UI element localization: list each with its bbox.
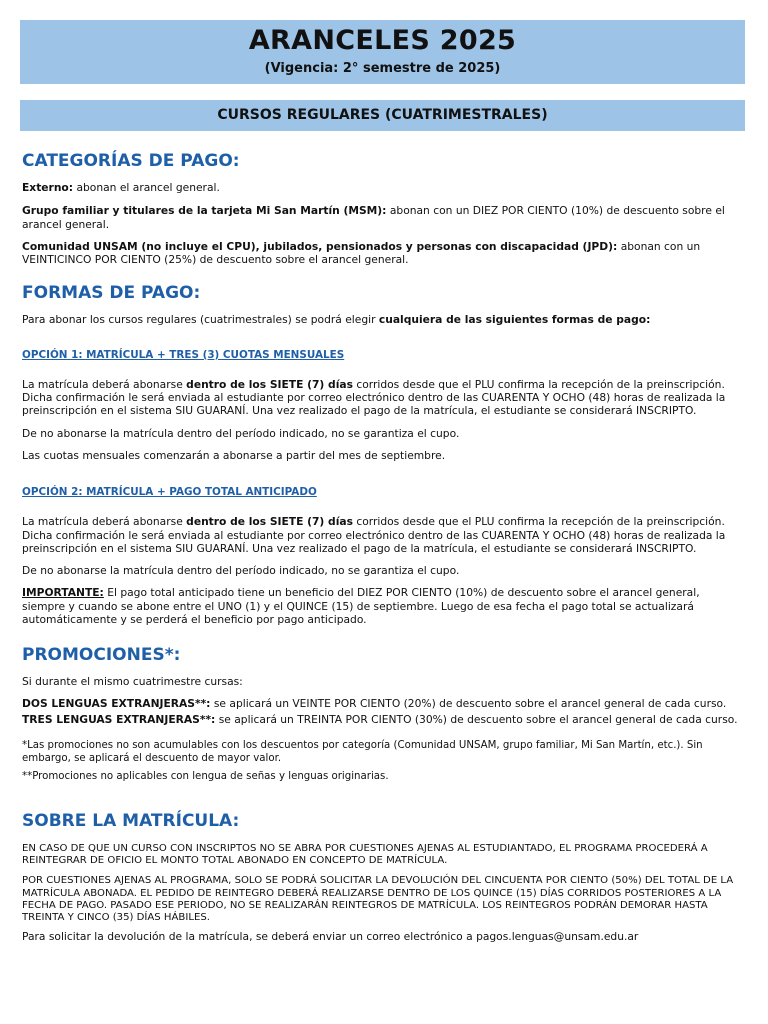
- opcion1-title: OPCIÓN 1: MATRÍCULA + TRES (3) CUOTAS MENSUALES: [22, 348, 345, 361]
- opcion2-p1-bold: dentro de los SIETE (7) días: [186, 515, 353, 529]
- promo-nota-2: **Promociones no aplicables con lengua de señas y lenguas originarias.: [22, 771, 389, 783]
- formas-intro-text: Para abonar los cursos regulares (cuatrimestrales) se podrá elegir: [22, 313, 379, 327]
- title-banner: [20, 20, 745, 84]
- heading-matricula: SOBRE LA MATRÍCULA:: [22, 810, 240, 831]
- categoria-msm-label: Grupo familiar y titulares de la tarjeta Mi San Martín (MSM):: [22, 204, 387, 218]
- opcion1-p2: De no abonarse la matrícula dentro del período indicado, no se garantiza el cupo.: [22, 426, 460, 440]
- categoria-comunidad: [22, 240, 744, 267]
- heading-promociones: PROMOCIONES*:: [22, 645, 181, 666]
- opcion2-p1-b: corridos desde que el PLU confirma la recepción de la preinscripción. Dicha confirmación le será enviada al estudiante por correo electrónico dentro de las CUARENTA Y OCHO (48) horas de realizada la preinscripción en el sistema SIU GUARANÍ. Una vez realizado el pago de la matrícula, el estudiante se considerará INSCRIPTO.: [22, 515, 726, 555]
- opcion2-p1: [22, 515, 744, 555]
- categoria-msm-text: abonan con un DIEZ POR CIENTO (10%) de descuento sobre el arancel general.: [22, 204, 725, 231]
- categoria-externo-text: abonan el arancel general.: [73, 181, 220, 194]
- matricula-p2: POR CUESTIONES AJENAS AL PROGRAMA, SOLO SE PODRÁ SOLICITAR LA DEVOLUCIÓN DEL CINCUENTA POR CIENTO (50%) DEL TOTAL DE LA MATRÍCULA ABONADA. EL PEDIDO DE REINTEGRO DEBERÁ REALIZARSE DENTRO DE LOS QUINCE (15) DÍAS CORRIDOS POSTERIORES A LA FECHA DE PAGO. PASADO ESE PERIODO, NO SE REALIZARÁN REINTEGROS DE MATRÍCULA. LOS REINTEGROS PODRÁN DEMORAR HASTA TREINTA Y CINCO (35) DÍAS HÁBILES.: [22, 875, 734, 924]
- opcion1-p1-bold: dentro de los SIETE (7) días: [186, 377, 353, 391]
- opcion2-p1-a: La matrícula deberá abonarse: [22, 515, 187, 529]
- importante-text: El pago total anticipado tiene un beneficio del DIEZ POR CIENTO (10%) de descuento sobre el arancel general, siempre y cuando se abone entre el UNO (1) y el QUINCE (15) de septiembre. Luego de esa fecha el pago total se actualizará automáticamente y se perderá el beneficio por pago anticipado.: [22, 586, 700, 627]
- formas-intro: [22, 313, 744, 326]
- opcion1-p1-b: corridos desde que el PLU confirma la recepción de la preinscripción. Dicha confirmación le será enviada al estudiante por correo electrónico dentro de las CUARENTA Y OCHO (48) horas de realizada la preinscripción en el sistema SIU GUARANÍ. Una vez realizado el pago de la matrícula, el estudiante se considerará INSCRIPTO.: [22, 377, 726, 418]
- opcion1-p3: Las cuotas mensuales comenzarán a abonarse a partir del mes de septiembre.: [22, 448, 446, 462]
- promo-dos-lenguas: [22, 697, 744, 710]
- opcion2-p2: De no abonarse la matrícula dentro del período indicado, no se garantiza el cupo.: [22, 564, 460, 578]
- importante-label: IMPORTANTE:: [22, 586, 104, 600]
- promo-nota-1: *Las promociones no son acumulables con los descuentos por categoría (Comunidad UNSAM, grupo familiar, Mi San Martín, etc.). Sin embargo, se aplicará el descuento de mayor valor.: [22, 740, 703, 764]
- opcion1-p1-a: La matrícula deberá abonarse: [22, 377, 187, 391]
- section-banner: CURSOS REGULARES (CUATRIMESTRALES): [20, 100, 745, 131]
- page-subtitle: (Vigencia: 2° semestre de 2025): [264, 61, 501, 76]
- promo-tres-text: se aplicará un TREINTA POR CIENTO (30%) de descuento sobre el arancel general de cada curso.: [215, 712, 738, 726]
- promociones-intro: Si durante el mismo cuatrimestre cursas:: [22, 675, 243, 689]
- matricula-p3: Para solicitar la devolución de la matrícula, se deberá enviar un correo electrónico a pagos.lenguas@unsam.edu.ar: [22, 929, 639, 943]
- matricula-p1: EN CASO DE QUE UN CURSO CON INSCRIPTOS NO SE ABRA POR CUESTIONES AJENAS AL ESTUDIANTADO, EL PROGRAMA PROCEDERÁ A REINTEGRAR DE OFICIO EL MONTO TOTAL ABONADO EN CONCEPTO DE MATRÍCULA.: [22, 842, 708, 867]
- promo-dos-label: DOS LENGUAS EXTRANJERAS**:: [22, 696, 211, 710]
- categoria-msm: [22, 204, 744, 231]
- categoria-externo-label: Externo:: [22, 181, 74, 194]
- heading-formas: FORMAS DE PAGO:: [22, 283, 201, 304]
- formas-intro-bold: cualquiera de las siguientes formas de pago:: [378, 313, 651, 327]
- page-title: ARANCELES 2025: [248, 25, 517, 56]
- document-body: [22, 150, 744, 943]
- opcion1-p1: [22, 378, 744, 418]
- categoria-comunidad-label: Comunidad UNSAM (no incluye el CPU), jubilados, pensionados y personas con discapacidad (JPD):: [22, 239, 618, 253]
- heading-categorias: CATEGORÍAS DE PAGO:: [22, 151, 240, 171]
- promo-dos-text: se aplicará un VEINTE POR CIENTO (20%) de descuento sobre el arancel general de cada curso.: [210, 696, 727, 710]
- promo-tres-lenguas: [22, 713, 744, 726]
- categoria-externo: [22, 181, 744, 194]
- promo-tres-label: TRES LENGUAS EXTRANJERAS**:: [22, 712, 216, 726]
- opcion2-title: OPCIÓN 2: MATRÍCULA + PAGO TOTAL ANTICIPADO: [22, 486, 317, 499]
- opcion2-importante: [22, 586, 744, 626]
- categoria-comunidad-text: abonan con un VEINTICINCO POR CIENTO (25%) de descuento sobre el arancel general.: [22, 239, 701, 267]
